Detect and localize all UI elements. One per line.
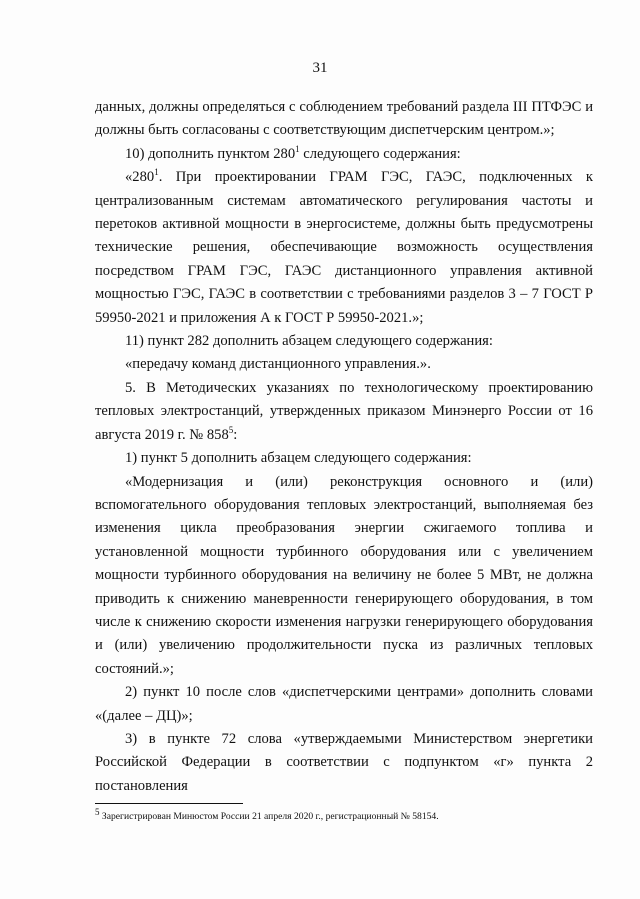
superscript: 1 <box>295 143 300 154</box>
paragraph: «$280^1$. При проектировании ГРАМ ГЭС, ГАЭС, подключенных к централизованным системам автоматического регулирования частоты и перетоков активной мощности в энергосистеме, должны быть предусмотрены технические решения, обеспечивающие возможность осуществления посредством ГРАМ ГЭС, ГАЭС дистанционного управления активной мощностью ГЭС, ГАЭС в соответствии с требованиями разделов 3 – 7 ГОСТ Р 59950-2021 и приложения А к ГОСТ Р 59950-2021.»; <box>95 167 593 326</box>
body-text <box>95 96 593 798</box>
page-number: 31 <box>312 60 328 76</box>
paragraph: 1) пункт 5 дополнить абзацем следующего содержания: <box>125 450 472 467</box>
footnote-reference: 5 <box>228 424 234 435</box>
paragraph: «передачу команд дистанционного управления.». <box>125 356 431 373</box>
footnote-divider <box>95 803 243 804</box>
paragraph: 2) пункт 10 после слов «диспетчерскими центрами» дополнить словами «(далее – ДЦ)»; <box>95 684 593 724</box>
paragraph: 5. В Методических указаниях по технологическому проектированию тепловых электростанций, утвержденных приказом Минэнерго России от 16 августа 2019 г. № $858^5$: <box>95 379 593 443</box>
paragraph: «Модернизация и (или) реконструкция основного и (или) вспомогательного оборудования тепловых электростанций, выполняемая без изменения цикла преобразования энергии сжигаемого топлива и установленной мощности турбинного оборудования или с увеличением мощности турбинного оборудования на величину не более 5 МВт, не должна приводить к снижению маневренности генерирующего оборудования, в том числе к снижению скорости изменения нагрузки генерирующего оборудования и (или) увеличению продолжительности пуска из различных тепловых состояний.»; <box>95 473 593 677</box>
paragraph: 3) в пункте 72 слова «утверждаемыми Министерством энергетики Российской Федерации в соответствии с подпунктом «г» пункта 2 постановления <box>95 730 593 794</box>
footnote <box>95 806 593 823</box>
footnote-marker: 5 <box>95 806 100 817</box>
superscript: 1 <box>154 167 159 178</box>
paragraph: данных, должны определяться с соблюдением требований раздела III ПТФЭС и должны быть согласованы с соответствующим диспетчерским центром.»; <box>95 99 593 139</box>
paragraph: 10) дополнить пунктом $280^1$ следующего содержания: <box>125 143 461 162</box>
footnote-text: Зарегистрирован Минюстом России 21 апреля 2020 г., регистрационный № 58154. <box>99 811 439 822</box>
paragraph: 11) пункт 282 дополнить абзацем следующего содержания: <box>125 333 493 350</box>
